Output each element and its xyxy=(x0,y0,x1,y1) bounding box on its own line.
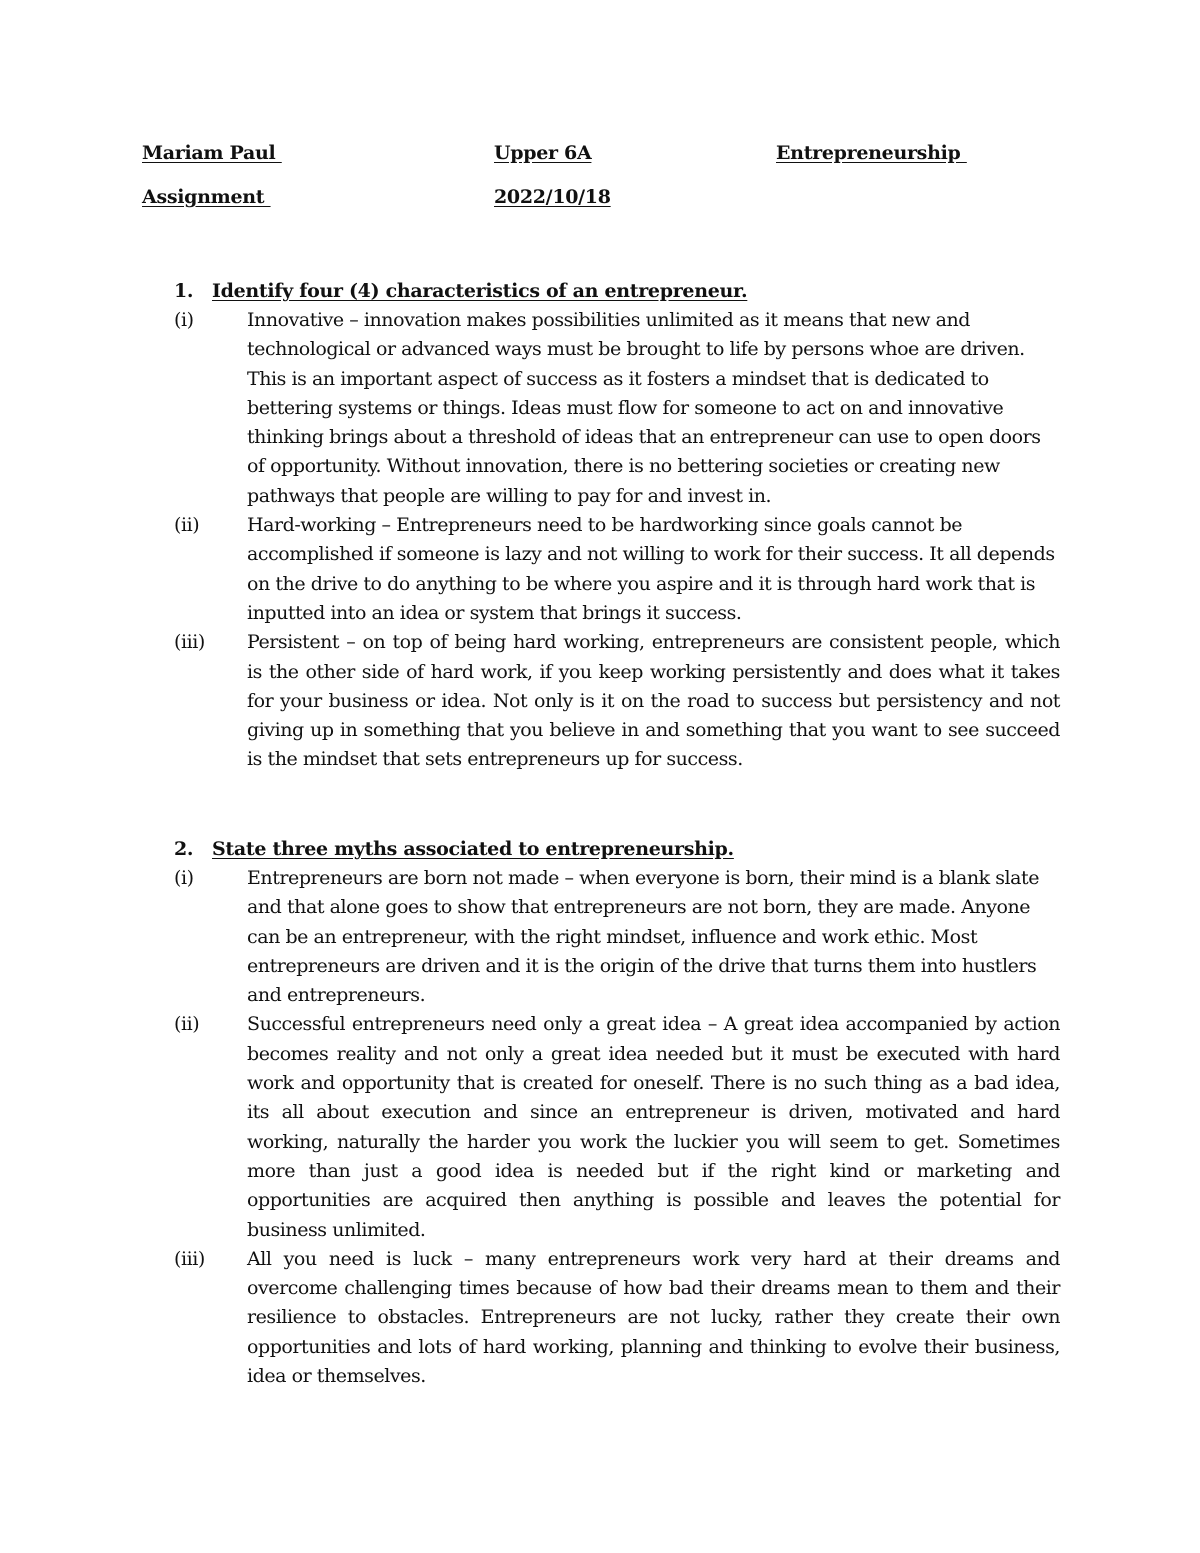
answer-item xyxy=(174,306,1064,511)
item-numeral: (i) xyxy=(174,867,194,889)
item-numeral: (i) xyxy=(174,309,194,331)
subject-name: Entrepreneurship xyxy=(776,142,967,164)
item-text: All you need is luck – many entrepreneurs work very hard at their dreams and overcome challenging times because of how bad their dreams mean to them and their resilience to obstacles. Entrepreneurs are not lucky, rather they create their own opportunities and lots of hard working, planning and thinking to evolve their business, idea or themselves. xyxy=(247,1247,1060,1388)
answer-item xyxy=(174,1245,1064,1391)
question-number: 2. xyxy=(174,838,194,860)
question-text: Identify four (4) characteristics of an entrepreneur. xyxy=(212,280,748,302)
header-row-2 xyxy=(142,186,1062,216)
item-numeral: (ii) xyxy=(174,1013,200,1036)
item-numeral: (ii) xyxy=(174,514,200,537)
item-text: Persistent – on top of being hard working, entrepreneurs are consistent people, which is the other side of hard work, if you keep working persistently and does what it takes for your business or idea. Not only is it on the road to success but persistency and not giving up in something that you believe in and something that you want to see succeed is the mindset that sets entrepreneurs up for success. xyxy=(247,631,1060,771)
answer-item xyxy=(174,628,1064,774)
question-1-title xyxy=(174,276,1064,306)
header-row-1 xyxy=(142,142,1062,172)
question-2-title xyxy=(174,834,1064,864)
item-text: Hard-working – Entrepreneurs need to be hardworking since goals cannot be accomplished if someone is lazy and not willing to work for their success. It all depends on the drive to do anything to be where you aspire and it is through hard work that is inputted into an idea or system that brings it success. xyxy=(247,514,1055,624)
item-numeral: (iii) xyxy=(174,631,205,654)
item-text: Innovative – innovation makes possibilities unlimited as it means that new and technological or advanced ways must be brought to life by persons whoe are driven. This is an important aspect of success as it fosters a mindset that is dedicated to bettering systems or things. Ideas must flow for someone to act on and innovative thinking brings about a threshold of ideas that an entrepreneur can use to open doors of opportunity. Without innovation, there is no bettering societies or creating new pathways that people are willing to pay for and invest in. xyxy=(247,309,1041,507)
question-1 xyxy=(174,276,1064,775)
answer-item xyxy=(174,864,1064,1010)
item-text: Successful entrepreneurs need only a great idea – A great idea accompanied by action becomes reality and not only a great idea needed but it must be executed with hard work and opportunity that is created for oneself. There is no such thing as a bad idea, its all about execution and since an entrepreneur is driven, motivated and hard working, naturally the harder you work the luckier you will seem to get. Sometimes more than just a good idea is needed but if the right kind or marketing and opportunities are acquired then anything is possible and leaves the potential for business unlimited. xyxy=(247,1013,1060,1241)
document-type: Assignment xyxy=(142,186,271,208)
question-text: State three myths associated to entrepreneurship. xyxy=(212,838,734,860)
document-date: 2022/10/18 xyxy=(494,186,611,208)
item-numeral: (iii) xyxy=(174,1247,205,1270)
answer-item xyxy=(174,511,1064,628)
answer-item xyxy=(174,1010,1064,1244)
question-2 xyxy=(174,834,1064,1391)
class-name: Upper 6A xyxy=(494,142,592,164)
student-name: Mariam Paul xyxy=(142,142,282,164)
question-number: 1. xyxy=(174,280,194,302)
item-text: Entrepreneurs are born not made – when everyone is born, their mind is a blank slate and that alone goes to show that entrepreneurs are not born, they are made. Anyone can be an entrepreneur, with the right mindset, influence and work ethic. Most entrepreneurs are driven and it is the origin of the drive that turns them into hustlers and entrepreneurs. xyxy=(247,867,1040,1007)
